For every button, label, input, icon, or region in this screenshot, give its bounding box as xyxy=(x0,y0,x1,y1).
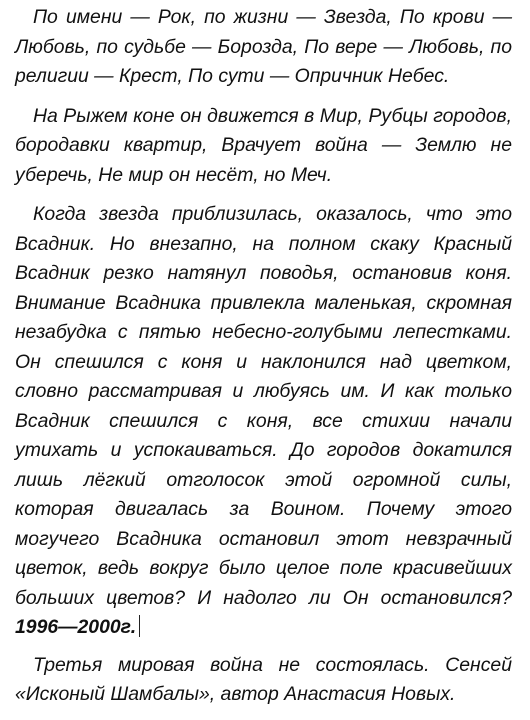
document-page xyxy=(15,3,512,720)
closing-paragraph: Третья мировая война не состоялась. Сенсей «Исконый Шамбалы», автор Анастасия Новых. xyxy=(15,653,512,705)
date-label: 1996—2000г. xyxy=(15,616,137,638)
prose-text: Когда звезда приблизилась, оказалось, что это Всадник. Но внезапно, на полном скаку Красный Всадник резко натянул поводья, остановив коня. Внимание Всадника привлекла маленькая, скромная незабудка с пятью небесно-голубыми лепестками. Он спешился с коня и наклонился над цветком, словно рассматривая и любуясь им. И как только Всадник спешился с коня, все стихии начали утихать и успокаиваться. До городов докатился лишь лёгкий отголосок этой огромной силы, которая двигалась за Воином. Почему этого могучего Всадника остановил этот невзрачный цветок, ведь вокруг было целое поле красивейших больших цветов? И надолго ли Он остановился? xyxy=(15,203,512,609)
prose-paragraph xyxy=(15,200,512,643)
poem-stanza-2: На Рыжем коне он движется в Мир, Рубцы городов, бородавки квартир, Врачует война — Землю не уберечь, Не мир он несёт, но Меч. xyxy=(15,104,512,186)
poem-stanza-1: По имени — Рок, по жизни — Звезда, По крови — Любовь, по судьбе — Борозда, По вере — Любовь, по религии — Крест, По сути — Опричник Небес. xyxy=(15,6,512,87)
text-cursor xyxy=(139,615,140,637)
